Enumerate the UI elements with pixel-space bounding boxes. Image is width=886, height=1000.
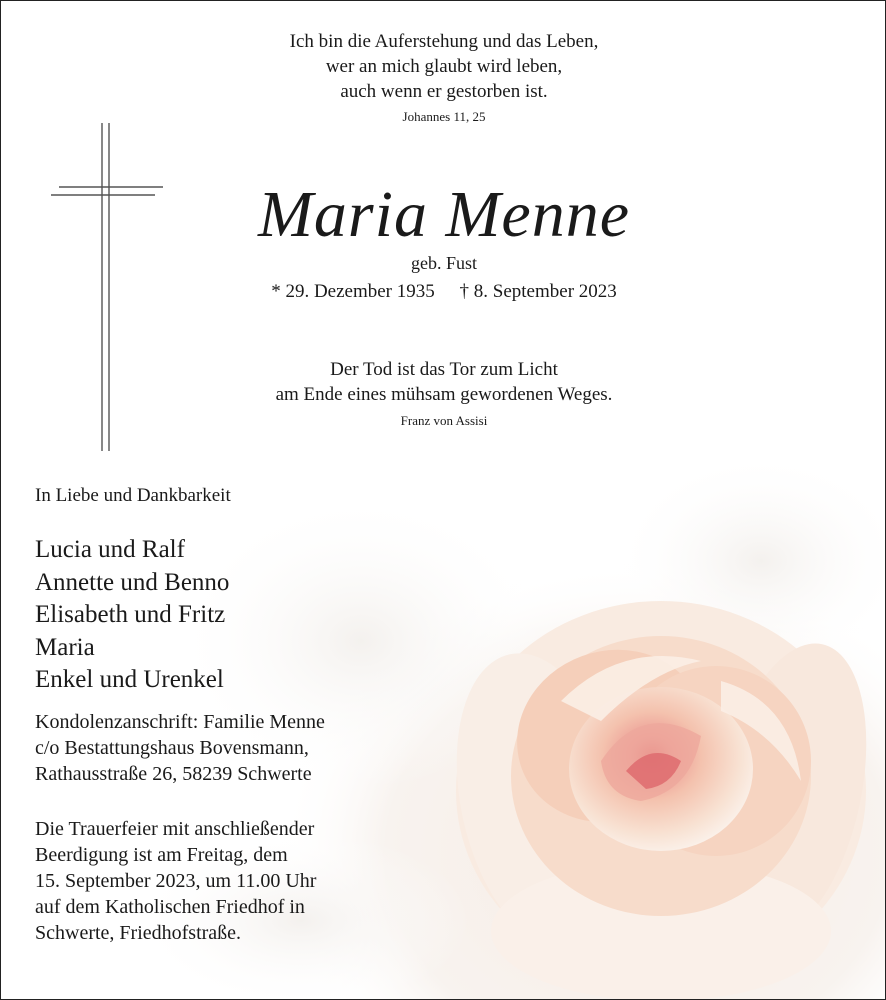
ceremony-line: Schwerte, Friedhofstraße. xyxy=(35,922,242,944)
quote-bottom-source: Franz von Assisi xyxy=(400,413,488,428)
life-dates xyxy=(1,281,886,303)
quote-top-line: wer an mich glaubt wird leben, xyxy=(325,56,563,77)
mourner-name: Lucia und Ralf xyxy=(35,536,185,563)
ceremony-line: Die Trauerfeier mit anschließender xyxy=(35,818,315,840)
mourner-name: Maria xyxy=(35,633,95,661)
quote-top xyxy=(1,29,886,104)
condolence-address xyxy=(35,709,325,787)
deceased-name: Maria Menne xyxy=(257,178,631,251)
mourners-list xyxy=(35,534,229,697)
mourner-name: Elisabeth und Fritz xyxy=(35,601,226,628)
ceremony-line: Beerdigung ist am Freitag, dem xyxy=(35,844,288,866)
quote-bottom-line: am Ende eines mühsam gewordenen Weges. xyxy=(275,384,613,405)
ceremony-info xyxy=(35,816,316,946)
address-line: c/o Bestattungshaus Bovensmann, xyxy=(35,737,309,759)
quote-bottom xyxy=(1,357,886,407)
address-line: Rathausstraße 26, 58239 Schwerte xyxy=(35,763,312,785)
mourner-name: Enkel und Urenkel xyxy=(35,666,224,693)
ceremony-line: auf dem Katholischen Friedhof in xyxy=(35,896,305,918)
quote-top-source: Johannes 11, 25 xyxy=(402,109,486,124)
ceremony-line: 15. September 2023, um 11.00 Uhr xyxy=(35,870,317,892)
birth-name: geb. Fust xyxy=(410,253,477,273)
address-line: Kondolenzanschrift: Familie Menne xyxy=(35,711,325,733)
mourner-name: Annette und Benno xyxy=(35,568,230,596)
quote-top-line: auch wenn er gestorben ist. xyxy=(340,81,548,102)
quote-top-line: Ich bin die Auferstehung und das Leben, xyxy=(289,31,599,52)
quote-bottom-line: Der Tod ist das Tor zum Licht xyxy=(330,359,558,380)
death-date: † 8. September 2023 xyxy=(459,281,617,302)
mourners-intro: In Liebe und Dankbarkeit xyxy=(35,485,231,506)
birth-date: * 29. Dezember 1935 xyxy=(271,281,435,302)
